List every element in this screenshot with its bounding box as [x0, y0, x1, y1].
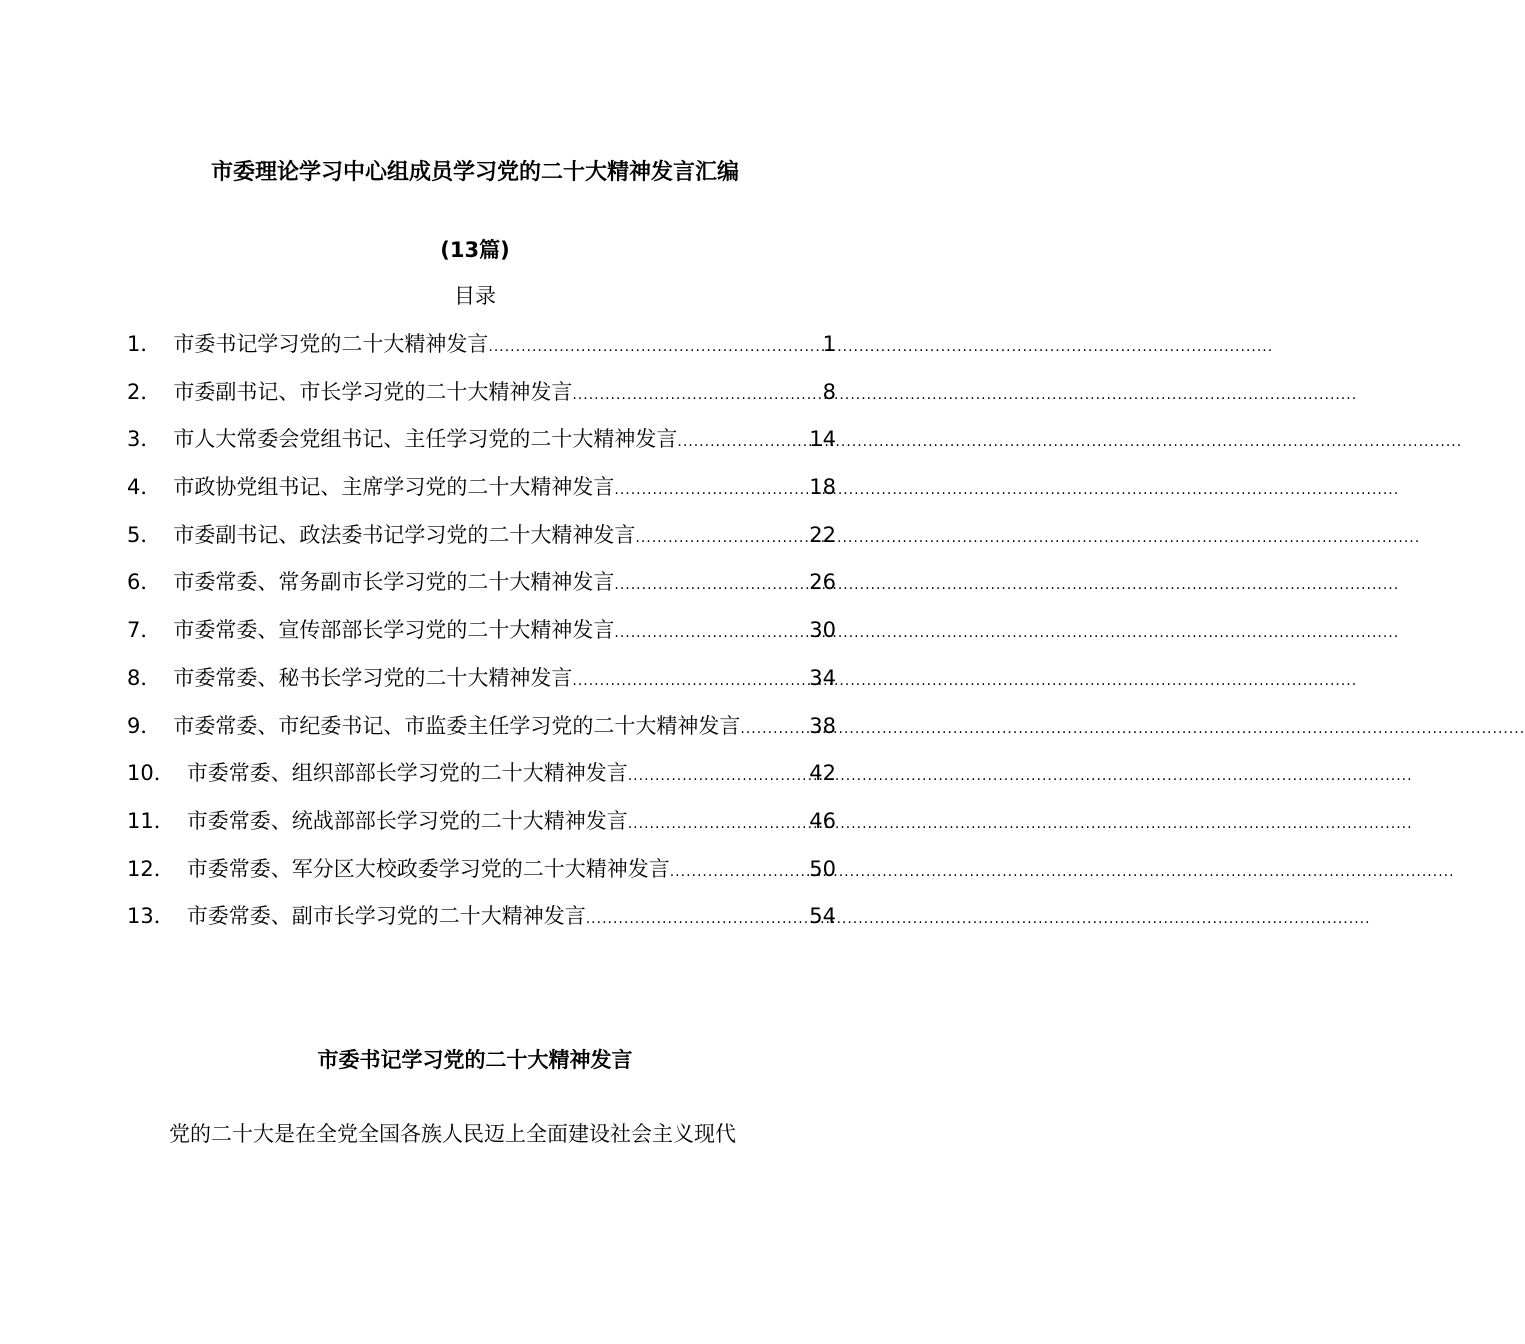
toc-item-number: 9．	[127, 713, 162, 738]
body-paragraph: 党的二十大是在全党全国各族人民迈上全面建设社会主义现代	[169, 1122, 736, 1146]
toc-item-title: 市委常委、军分区大校政委学习党的二十大精神发言	[186, 856, 670, 881]
toc-item-page: 14	[809, 427, 836, 452]
toc-item[interactable]	[127, 849, 836, 897]
toc-item[interactable]	[127, 658, 836, 706]
toc-item-title: 市委常委、秘书长学习党的二十大精神发言	[173, 665, 573, 690]
toc-item-title: 市委书记学习党的二十大精神发言	[173, 332, 489, 356]
toc-item-page: 54	[809, 904, 836, 929]
toc-dot-leader	[628, 753, 810, 796]
toc-item-number: 7．	[127, 618, 162, 643]
toc-item-page: 50	[809, 856, 836, 881]
toc-item-title: 市委常委、组织部部长学习党的二十大精神发言	[186, 761, 628, 786]
toc-dot-leader	[740, 706, 809, 749]
toc-item-number: 11．	[127, 808, 175, 833]
toc-item-page: 30	[809, 618, 836, 643]
toc-item-number: 5．	[127, 522, 162, 547]
toc-heading: 目录	[454, 284, 496, 308]
toc-item-title: 市委副书记、市长学习党的二十大精神发言	[173, 379, 573, 404]
toc-dot-leader	[488, 324, 822, 367]
toc-item[interactable]	[127, 896, 836, 944]
toc-item-title: 市人大常委会党组书记、主任学习党的二十大精神发言	[173, 427, 678, 452]
toc-item[interactable]	[127, 419, 836, 467]
toc-dot-leader	[628, 801, 810, 844]
toc-item-page: 26	[809, 570, 836, 595]
toc-item-title: 市政协党组书记、主席学习党的二十大精神发言	[173, 475, 615, 500]
toc-item-page: 38	[809, 713, 836, 738]
toc-item-title: 市委常委、副市长学习党的二十大精神发言	[186, 904, 586, 929]
toc-item-number: 8．	[127, 665, 162, 690]
toc-item-number: 10．	[127, 761, 175, 786]
toc-item-number: 1．	[127, 332, 162, 356]
table-of-contents	[127, 324, 836, 944]
toc-item-page: 22	[809, 522, 836, 547]
section-title: 市委书记学习党的二十大精神发言	[317, 1048, 633, 1072]
toc-item-number: 13．	[127, 904, 175, 929]
toc-item[interactable]	[127, 753, 836, 801]
toc-item[interactable]	[127, 324, 836, 372]
toc-dot-leader	[586, 896, 810, 939]
toc-item-title: 市委副书记、政法委书记学习党的二十大精神发言	[173, 522, 636, 547]
toc-item[interactable]	[127, 467, 836, 515]
toc-item-page: 1	[822, 332, 836, 356]
toc-item-number: 6．	[127, 570, 162, 595]
toc-item[interactable]	[127, 515, 836, 563]
toc-item-page: 34	[809, 665, 836, 690]
toc-dot-leader	[670, 849, 810, 892]
toc-dot-leader	[572, 658, 809, 701]
toc-dot-leader	[677, 419, 809, 462]
toc-item-title: 市委常委、常务副市长学习党的二十大精神发言	[173, 570, 615, 595]
toc-item-title: 市委常委、统战部部长学习党的二十大精神发言	[186, 808, 628, 833]
toc-item-page: 46	[809, 808, 836, 833]
document-subtitle: (13篇)	[440, 238, 510, 262]
toc-item-title: 市委常委、宣传部部长学习党的二十大精神发言	[173, 618, 615, 643]
document-title: 市委理论学习中心组成员学习党的二十大精神发言汇编	[210, 160, 739, 185]
toc-item-title: 市委常委、市纪委书记、市监委主任学习党的二十大精神发言	[173, 713, 741, 738]
toc-item-page: 8	[822, 379, 836, 404]
toc-item[interactable]	[127, 706, 836, 754]
toc-dot-leader	[572, 372, 822, 415]
toc-item-number: 12．	[127, 856, 175, 881]
toc-item[interactable]	[127, 801, 836, 849]
toc-dot-leader	[635, 515, 809, 558]
toc-item-page: 18	[809, 475, 836, 500]
toc-item[interactable]	[127, 562, 836, 610]
toc-dot-leader	[614, 562, 809, 605]
toc-item[interactable]	[127, 372, 836, 420]
toc-dot-leader	[614, 467, 809, 510]
toc-item-number: 3．	[127, 427, 162, 452]
toc-item[interactable]	[127, 610, 836, 658]
toc-item-page: 42	[809, 761, 836, 786]
toc-item-number: 2．	[127, 379, 162, 404]
toc-dot-leader	[614, 610, 809, 653]
toc-item-number: 4．	[127, 475, 162, 500]
